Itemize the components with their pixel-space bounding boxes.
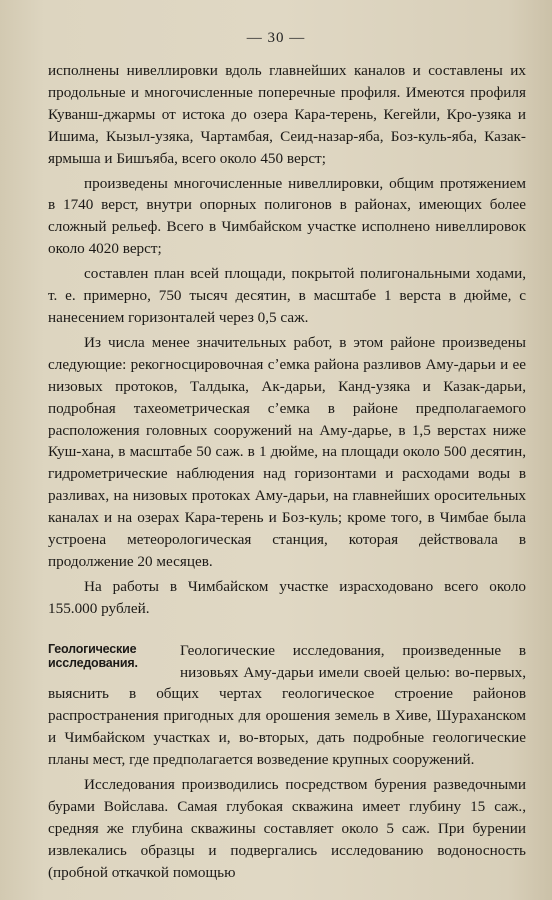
marginal-heading-line1: Геологические	[48, 641, 137, 656]
paragraph-leveling-polygons: произведены многочисленные нивеллировки, общим протяжением в 1740 верст, внутри опорных полигонов в районах, имеющих более сложный рельеф. Всего в Чимбайском участке исполнено нивеллировок около 4020 верст;	[48, 174, 526, 258]
paragraph-plan: составлен план всей площади, покрытой полигональными ходами, т. е. примерно, 750 тысяч десятин, в масштабе 1 верста в дюйме, с нанесением горизонталей через 0,5 саж.	[48, 265, 526, 326]
paragraph-geology-purpose: Геологические исследования, произведенные в низовьях Аму-дарьи имели своей целью: во-первых, выяснить в общих чертах геологическое строение районов распространения пригодных для орошения земель в Хиве, Шураханском и Чимбайском участках и, во-вторых, дать подробные геологические планы мест, где предполагается возведение крупных сооружений.	[48, 641, 526, 769]
page-content	[48, 60, 526, 884]
page-number: — 30 —	[246, 30, 306, 46]
paragraph-leveling-canals: исполнены нивеллировки вдоль главнейших каналов и составлены их продольные и многочисленные поперечные профиля. Имеются профиля Куванш-джармы от истока до озера Кара-терень, Кегейли, Кро-узяка и Ишима, Кызыл-узяка, Чартамбая, Сеид-назар-яба, Боз-куль-яба, Казак-ярмыша и Бишъяба, всего около 450 верст;	[48, 62, 526, 167]
marginal-heading	[48, 642, 168, 670]
paragraph-expenses: На работы в Чимбайском участке израсходовано всего около 155.000 рублей.	[48, 577, 526, 617]
paragraph-minor-works: Из числа менее значительных работ, в этом районе произведены следующие: рекогносцировочная сʼемка района разливов Аму-дарьи и ее низовых протоков, Талдыка, Ак-дарьи, Канд-узяка и Казак-дарьи, подробная тахеометрическая сʼемка в районе предполагаемого расположения головных сооружений на Аму-дарье, в 1,5 верстах ниже Куш-хана, в масштабе 50 саж. в 1 дюйме, на площади около 500 десятин, гидрометрические наблюдения над горизонтами и расходами воды в разливах, на низовых протоках Аму-дарьи, на главнейших оросительных каналах и на озерах Кара-терень и Боз-куль; кроме того, в Чимбае была устроена метеорологическая станция, которая действовала в продолжение 20 месяцев.	[48, 333, 526, 570]
marginal-heading-line2: исследования.	[48, 655, 138, 670]
section-spacer	[48, 620, 526, 640]
paragraph-geology-drilling: Исследования производились посредством бурения разведочными бурами Войслава. Самая глубокая скважина имеет глубину 15 саж., средняя же глубина скважины составляет около 5 саж. При бурении извлекались образцы и подвергались исследованию водоносность (пробной откачкой помощью	[48, 776, 526, 881]
